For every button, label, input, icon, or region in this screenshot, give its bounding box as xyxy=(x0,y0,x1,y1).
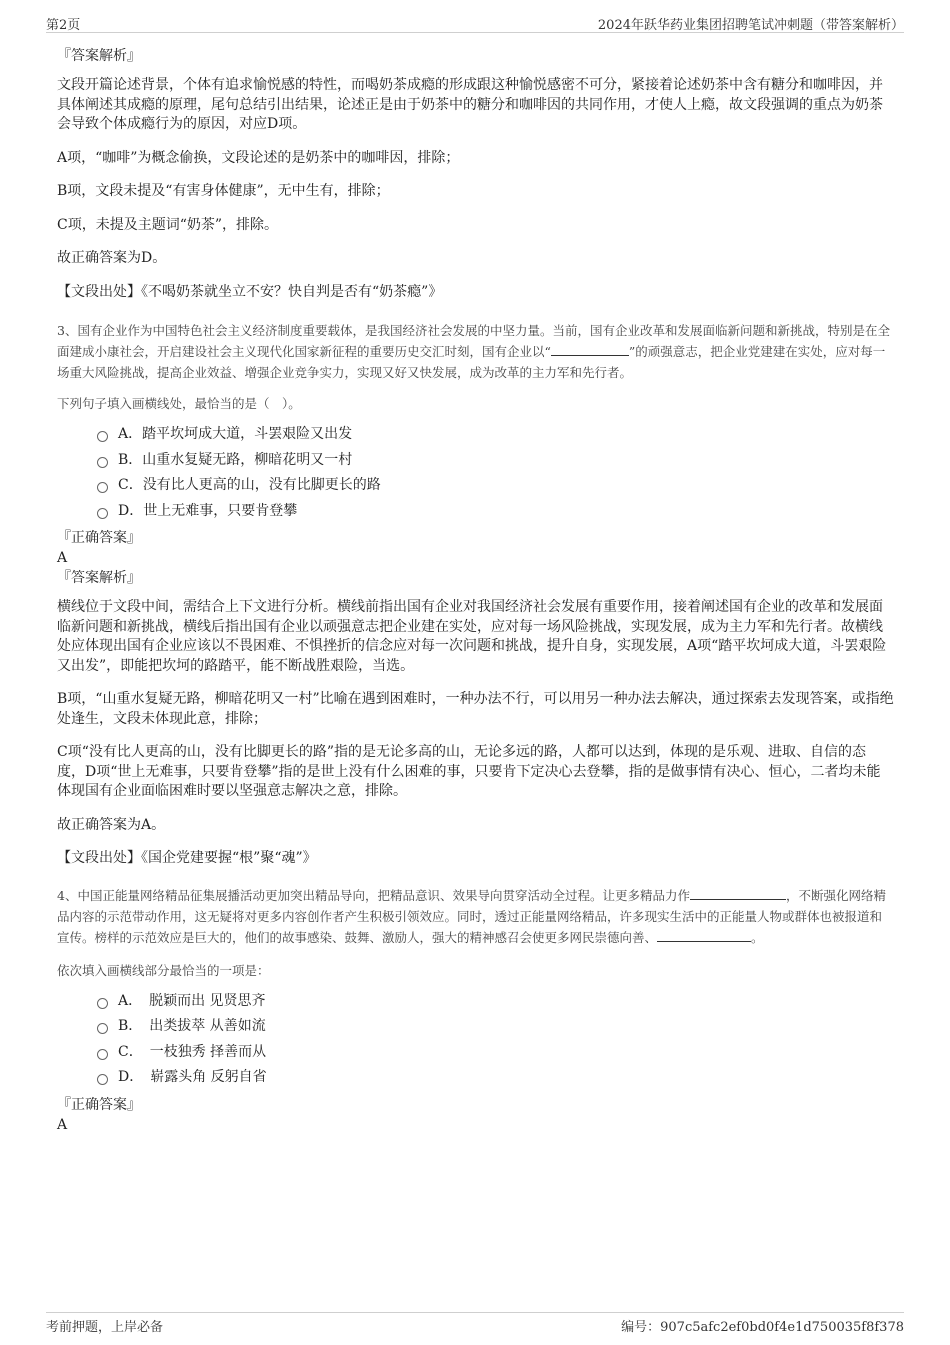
radio-button[interactable] xyxy=(97,1074,108,1085)
option-d[interactable]: D．世上无难事，只要肯登攀 xyxy=(97,499,894,525)
option-d[interactable]: D． 崭露头角 反躬自省 xyxy=(97,1065,894,1091)
fill-blank xyxy=(657,941,751,942)
correct-answer: A xyxy=(57,1116,68,1133)
analysis-paragraph: 横线位于文段中间，需结合上下文进行分析。横线前指出国有企业对我国经济社会发展有重要作用，接着阐述国有企业的改革和发展面临新问题和新挑战，横线后指出国有企业以顽强意志把企业建在实处，应对每一场风险挑战，实现发展，成为主力军和先行者。故横线处应体现出国有企业应该以不畏困难、不惧挫折的信念应对每一次问题和挑战，提升自身，实现发展，A项“踏平坎坷成大道，斗罢艰险又出发”，即能把坎坷的路踏平，能不断战胜艰险，当选。 xyxy=(57,599,887,674)
question-3-prompt: 下列句子填入画横线处，最恰当的是（ ）。 xyxy=(57,396,301,411)
question-4-stem: 4、中国正能量网络精品征集展播活动更加突出精品导向，把精品意识、效果导向贯穿活动全过程。让更多精品力作 ，不断强化网络精品内容的示范带动作用，这无疑将对更多内容创作者产生积极引领效应。同时，透过正能量网络精品，许多现实生活中的正能量人物或群体也被报道和宣传。榜样的示范效应是巨大的，他们的故事感染、鼓舞、激励人，强大的精神感召会使更多网民崇德向善、 。 xyxy=(57,887,886,945)
page-header xyxy=(46,12,904,33)
radio-button[interactable] xyxy=(97,1023,108,1034)
document-title: 2024年跃华药业集团招聘笔试冲刺题（带答案解析） xyxy=(597,18,904,33)
radio-button[interactable] xyxy=(97,1049,108,1060)
document-id: 编号：907c5afc2ef0bd0f4e1d750035f8f378 xyxy=(621,1320,904,1335)
answer-conclusion: 故正确答案为A。 xyxy=(57,816,166,833)
passage-source: 【文段出处】《不喝奶茶就坐立不安？快自判是否有“奶茶瘾”》 xyxy=(57,283,443,300)
option-b[interactable]: B．山重水复疑无路，柳暗花明又一村 xyxy=(97,448,894,474)
fill-blank xyxy=(690,899,786,900)
passage-source: 【文段出处】《国企党建要握“根”聚“魂”》 xyxy=(57,850,317,866)
page-footer xyxy=(46,1312,904,1335)
option-c[interactable]: C． 一枝独秀 择善而从 xyxy=(97,1040,894,1066)
analysis-option-cd: C项“没有比人更高的山，没有比脚更长的路”指的是无论多高的山，无论多远的路，人都可以达到，体现的是乐观、进取、自信的态度，D项“世上无难事，只要肯登攀”指的是世上没有什么困难的事，只要肯下定决心去登攀，指的是做事情有决心、恒心，二者均未能体现国有企业面临困难时要以坚强意志解决之意，排除。 xyxy=(57,744,881,799)
footer-slogan: 考前押题，上岸必备 xyxy=(46,1320,164,1335)
radio-button[interactable] xyxy=(97,431,108,442)
radio-button[interactable] xyxy=(97,457,108,468)
document-body xyxy=(57,46,894,1135)
analysis-paragraph: 文段开篇论述背景，个体有追求愉悦感的特性，而喝奶茶成瘾的形成跟这种愉悦感密不可分，紧接着论述奶茶中含有糖分和咖啡因，并具体阐述其成瘾的原理，尾句总结引出结果，论述正是由于奶茶中的糖分和咖啡因的共同作用，才使人上瘾，故文段强调的重点为奶茶会导致个体成瘾行为的原因，对应D项。 xyxy=(57,77,883,132)
analysis-option-a: A项，“咖啡”为概念偷换，文段论述的是奶茶中的咖啡因，排除； xyxy=(57,149,460,166)
radio-button[interactable] xyxy=(97,998,108,1009)
option-b[interactable]: B． 出类拔萃 从善如流 xyxy=(97,1014,894,1040)
answer-conclusion: 故正确答案为D。 xyxy=(57,250,167,266)
option-a[interactable]: A． 脱颖而出 见贤思齐 xyxy=(97,989,894,1015)
option-a[interactable]: A．踏平坎坷成大道，斗罢艰险又出发 xyxy=(97,422,894,448)
correct-answer-label: 『正确答案』 xyxy=(57,530,141,546)
fill-blank xyxy=(551,355,629,356)
page-number: 第2页 xyxy=(46,18,81,33)
analysis-option-c: C项，未提及主题词“奶茶”，排除。 xyxy=(57,216,279,233)
question-4-prompt: 依次填入画横线部分最恰当的一项是： xyxy=(57,962,270,978)
radio-button[interactable] xyxy=(97,508,108,519)
analysis-option-b: B项，文段未提及“有害身体健康”，无中生有，排除； xyxy=(57,183,390,199)
analysis-label: 『答案解析』 xyxy=(57,48,141,64)
option-c[interactable]: C．没有比人更高的山，没有比脚更长的路 xyxy=(97,473,894,499)
analysis-option-b: B项，“山重水复疑无路，柳暗花明又一村”比喻在遇到困难时，一种办法不行，可以用另一种办法去解决，通过探索去发现答案，或指绝处逢生，文段未体现此意，排除； xyxy=(57,691,894,727)
question-3-options xyxy=(97,422,894,524)
correct-answer-label: 『正确答案』 xyxy=(57,1096,141,1113)
question-4-options xyxy=(97,989,894,1091)
correct-answer: A xyxy=(57,550,68,566)
analysis-label: 『答案解析』 xyxy=(57,570,141,586)
question-3-stem: 3、国有企业作为中国特色社会主义经济制度重要载体，是我国经济社会发展的中坚力量。当前，国有企业改革和发展面临新问题和新挑战，特别是在全面建成小康社会，开启建设社会主义现代化国家新征程的重要历史交汇时刻，国有企业以“ ”的顽强意志，把企业党建建在实处，应对每一场重大风险挑战，提高企业效益、增强企业竞争实力，实现又好又快发展，成为改革的主力军和先行者。 xyxy=(57,323,890,380)
radio-button[interactable] xyxy=(97,482,108,493)
